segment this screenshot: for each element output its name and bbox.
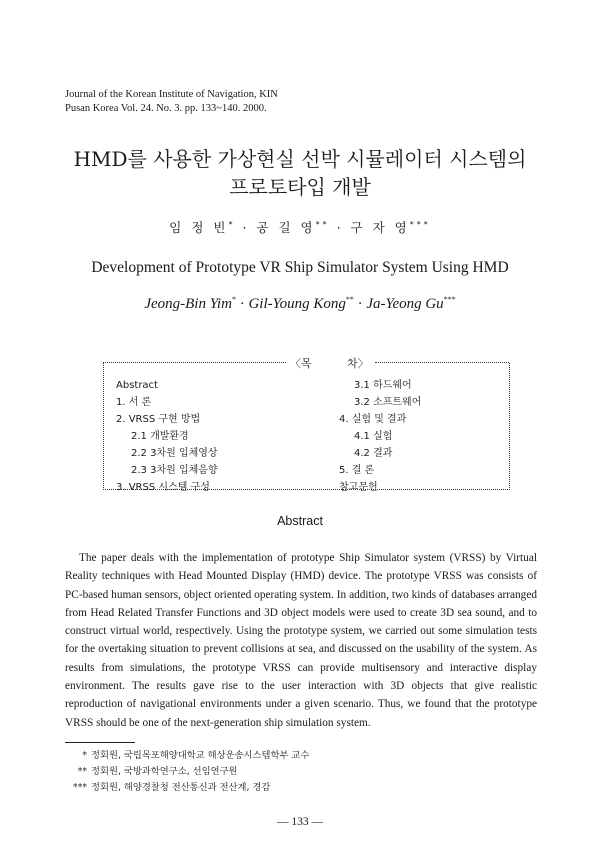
footnote-item	[65, 764, 309, 780]
toc-entry: Abstract	[116, 380, 158, 391]
toc-entry: 2.3 3차원 입체음향	[131, 465, 218, 476]
author-en-1: Jeong-Bin Yim	[144, 296, 232, 312]
footnote-text: 정회원, 해양경찰청 전산통신과 전산계, 경감	[91, 782, 271, 793]
author-separator: ·	[336, 220, 344, 235]
author-en-3: Ja-Yeong Gu	[366, 296, 444, 312]
author-ko-3-mark: ***	[409, 219, 431, 229]
authors-english	[0, 295, 600, 313]
toc-entry: 3.2 소프트웨어	[354, 397, 422, 408]
toc-entry: 5. 결 론	[339, 465, 375, 476]
author-en-3-mark: ***	[443, 295, 456, 304]
page-number: — 133 —	[277, 816, 323, 828]
paper-title-english: Development of Prototype VR Ship Simulator System Using HMD	[91, 259, 509, 276]
authors-korean	[0, 218, 600, 236]
footnote-item	[65, 780, 309, 796]
author-ko-2: 공 길 영	[256, 220, 316, 235]
author-en-2: Gil-Young Kong	[248, 296, 346, 312]
footnote-text: 정회원, 국방과학연구소, 선임연구원	[91, 766, 238, 777]
toc-entry: 4. 실험 및 결과	[339, 414, 407, 425]
toc-label-right: 차〉	[347, 357, 369, 370]
author-ko-1: 임 정 빈	[169, 220, 229, 235]
author-separator: ·	[357, 296, 363, 312]
abstract-text: The paper deals with the implementation of prototype Ship Simulator system (VRSS) by Virtual Reality techniques with Head Mounted Display (HMD) device. The prototype VRSS was consists of PC-based human sensors, object oriented operating system. In addition, two kinds of databases arranged from Head Related Transfer Functions and 3D object models were used to create 3D sea sound, and to construct virtual world, respectively. Using the prototype system, we carried out some simulation tests for the overtaking situation to prevent collisions at sea, and discussed on the usability of the system. As results from simulations, the prototype VRSS can provide multisensory and interactive display environment. The results gave rise to the user interaction with 3D objects that give realistic reproduction of navigational environments under a given scenario. Thus, we found that the prototype VRSS should be one of the next-generation ship simulation system.	[65, 552, 537, 729]
author-ko-2-mark: **	[315, 219, 330, 229]
toc-entry: 4.1 실험	[354, 431, 393, 442]
author-ko-1-mark: *	[228, 219, 236, 229]
toc-entry: 2. VRSS 구현 방법	[116, 414, 201, 425]
footnote-mark: **	[77, 766, 87, 777]
footnote-text: 정회원, 국립목포해양대학교 해상운송시스템학부 교수	[91, 750, 310, 761]
title-line-1: HMD를 사용한 가상현실 선박 시뮬레이터 시스템의	[73, 147, 527, 171]
footnotes	[65, 748, 309, 796]
toc-entry: 1. 서 론	[116, 397, 152, 408]
journal-citation	[65, 88, 278, 116]
author-en-1-mark: *	[231, 295, 236, 304]
footnote-rule	[65, 742, 135, 743]
toc-right-column	[339, 377, 421, 496]
paper-title-korean	[0, 145, 600, 201]
toc-entry: 참고문헌	[339, 482, 378, 493]
footnote-mark: ***	[73, 782, 87, 793]
toc-left-column	[116, 377, 218, 496]
toc-label-left: 〈목	[290, 357, 312, 370]
toc-entry: 2.1 개발환경	[131, 431, 189, 442]
toc-entry: 3.1 하드웨어	[354, 380, 412, 391]
abstract-heading: Abstract	[277, 514, 323, 528]
toc-entry: 2.2 3차원 입체영상	[131, 448, 218, 459]
journal-line-2: Pusan Korea Vol. 24. No. 3. pp. 133~140. 2000.	[65, 103, 267, 114]
toc-entry: 3. VRSS 시스템 구성	[116, 482, 210, 493]
author-separator: ·	[239, 296, 245, 312]
title-line-2: 프로토타입 개발	[229, 175, 371, 199]
footnote-mark: *	[82, 750, 87, 761]
author-en-2-mark: **	[345, 295, 354, 304]
author-ko-3: 구 자 영	[350, 220, 410, 235]
toc-entry: 4.2 결과	[354, 448, 393, 459]
journal-line-1: Journal of the Korean Institute of Navigation, KIN	[65, 89, 278, 100]
footnote-item	[65, 748, 309, 764]
author-separator: ·	[242, 220, 250, 235]
